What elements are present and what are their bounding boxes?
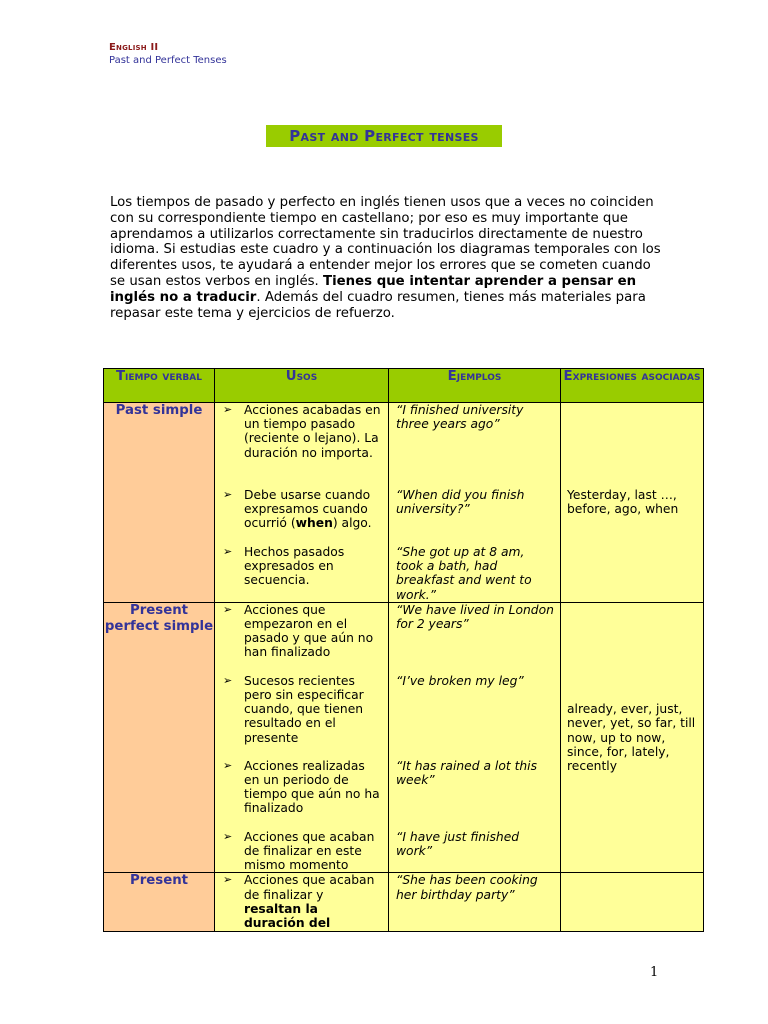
example: “She has been cooking her birthday party”: [396, 873, 538, 902]
uses-cell: [215, 873, 389, 932]
examples-cell: [389, 602, 561, 873]
table-row-present-continuous: [104, 873, 704, 932]
example: “I have just finished work”: [396, 829, 520, 859]
example: “When did you finish university?”: [396, 488, 525, 517]
list-item: ➢ Acciones realizadas en un periodo de tiempo que aún no ha finalizado: [223, 758, 380, 816]
table-row-past-simple: [104, 403, 704, 603]
list-item: ➢ Acciones acabadas en un tiempo pasado (reciente o lejano). La duración no importa.: [223, 403, 381, 460]
list-item: ➢ Sucesos recientes pero sin especificar cuando, que tienen resultado en el presente: [223, 673, 364, 745]
header-ejemplos: Ejemplos: [389, 369, 561, 403]
examples-cell: [389, 403, 561, 603]
table-header-row: [104, 369, 704, 403]
tenses-table: [103, 368, 704, 932]
list-item: ➢ Hechos pasados expresados en secuencia.: [223, 545, 345, 588]
header-tiempo-verbal: Tiempo verbal: [104, 369, 215, 403]
arrow-bullet-icon: ➢: [223, 403, 233, 416]
uses-cell: [215, 602, 389, 873]
examples-cell: [389, 873, 561, 932]
expressions-cell: [561, 403, 704, 603]
example: “I’ve broken my leg”: [396, 673, 524, 688]
arrow-bullet-icon: ➢: [223, 758, 233, 772]
uses-cell: [215, 403, 389, 603]
running-header: [109, 41, 227, 67]
expressions-cell: [561, 602, 704, 873]
arrow-bullet-icon: ➢: [223, 545, 233, 558]
page-title: Past and Perfect tenses: [266, 125, 502, 147]
arrow-bullet-icon: ➢: [223, 829, 233, 843]
intro-tail: . Además del cuadro resumen, tienes más materiales para repasar este tema y ejercicios de refuerzo.: [110, 289, 646, 321]
tense-past-simple: Past simple: [104, 403, 215, 603]
arrow-bullet-icon: ➢: [223, 673, 233, 687]
arrow-bullet-icon: ➢: [223, 873, 233, 887]
course-label: English II: [109, 42, 159, 53]
intro-paragraph: [110, 195, 670, 321]
list-item: ➢ Acciones que empezaron en el pasado y que aún no han finalizado: [223, 602, 374, 660]
header-expresiones: Expresiones asociadas: [561, 369, 704, 403]
intro-text: Los tiempos de pasado y perfecto en inglés tienen usos que a veces no coinciden con su correspondiente tiempo en castellano; por eso es muy importante que aprendamos a utilizarlos correctamente sin traducirlos directamente de nuestro idioma. Si estudias este cuadro y a continuación los diagramas temporales con los diferentes usos, te ayudará a entender mejor los errores que se cometen cuando se usan estos verbos en inglés.: [110, 195, 661, 289]
arrow-bullet-icon: ➢: [223, 488, 233, 501]
example: “I finished university three years ago”: [396, 403, 524, 432]
tense-present-perfect-simple: Present perfect simple: [104, 602, 215, 873]
example: “It has rained a lot this week”: [396, 758, 538, 788]
example: “She got up at 8 am, took a bath, had breakfast and went to work.”: [396, 545, 532, 602]
list-item: ➢ Acciones que acaban de finalizar en este mismo momento: [223, 829, 375, 873]
arrow-bullet-icon: ➢: [223, 602, 233, 616]
list-item: ➢ Debe usarse cuando expresamos cuando ocurrió (when) algo.: [223, 488, 372, 531]
document-subtitle: Past and Perfect Tenses: [109, 55, 227, 66]
expressions-text: already, ever, just, never, yet, so far, till now, up to now, since, for, lately, recently: [567, 702, 696, 773]
tense-present: Present: [104, 873, 215, 932]
intro-bold: Tienes que intentar aprender a pensar en inglés no a traducir: [110, 273, 637, 305]
example: “We have lived in London for 2 years”: [396, 602, 554, 632]
expressions-cell: [561, 873, 704, 932]
table-row-present-perfect: [104, 602, 704, 873]
expressions-text: Yesterday, last …, before, ago, when: [567, 488, 679, 517]
list-item: ➢ Acciones que acaban de finalizar y resaltan la duración del: [223, 873, 375, 931]
page-number: 1: [650, 965, 659, 980]
header-usos: Usos: [215, 369, 389, 403]
